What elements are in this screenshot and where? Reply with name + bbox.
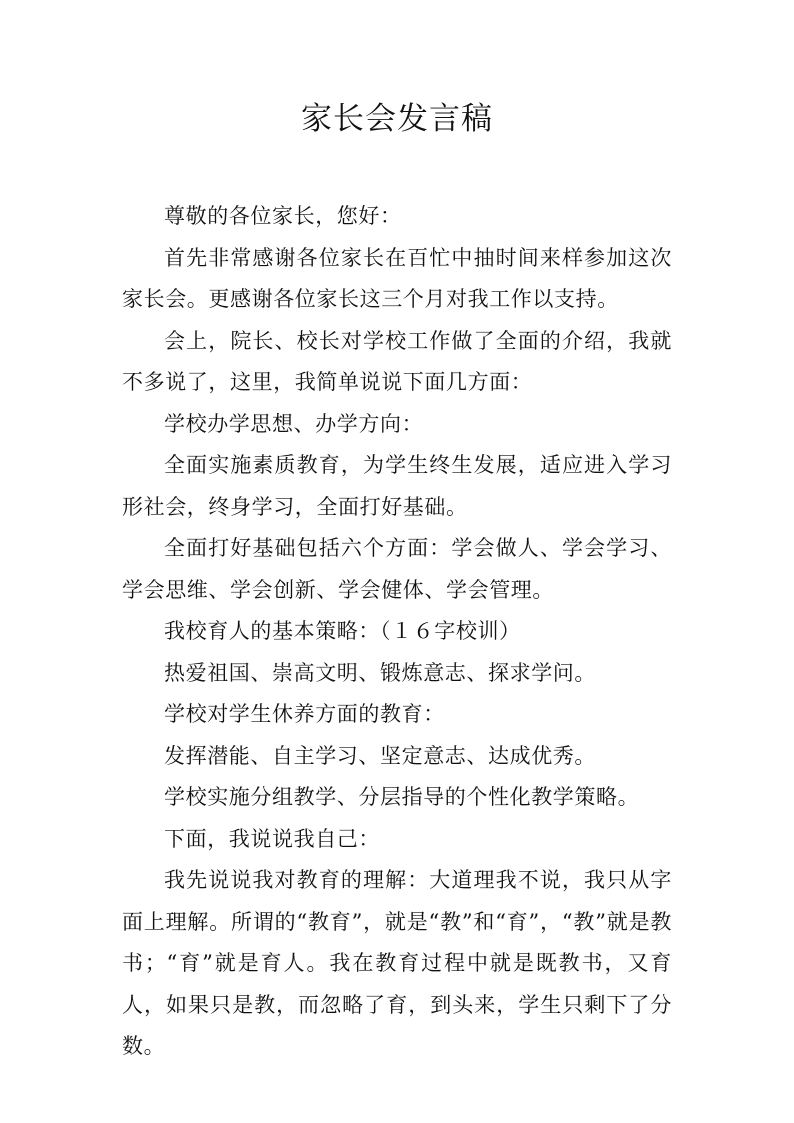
document-title: 家长会发言稿 bbox=[301, 101, 493, 137]
paragraph-cultivation-goals: 发挥潜能、自主学习、坚定意志、达成优秀。 bbox=[164, 743, 596, 768]
paragraph-teaching-strategy: 学校实施分组教学、分层指导的个性化教学策略。 bbox=[164, 785, 640, 809]
paragraph-quality-education: 全面实施素质教育，为学生终生发展，适应进入学习形社会，终身学习，全面打好基础。 bbox=[122, 453, 672, 519]
paragraph-intro: 会上，院长、校长对学校工作做了全面的介绍，我就不多说了，这里，我简单说说下面几方面： bbox=[122, 328, 672, 394]
paragraph-thanks: 首先非常感谢各位家长在百忙中抽时间来样参加这次家长会。更感谢各位家长这三个月对我工作以支持。 bbox=[122, 245, 672, 311]
paragraph-about-me: 下面，我说说我自己： bbox=[164, 826, 380, 851]
document-body bbox=[122, 196, 672, 1068]
paragraph-school-philosophy-heading: 学校办学思想、办学方向： bbox=[164, 411, 424, 436]
paragraph-school-motto: 热爱祖国、崇高文明、锻炼意志、探求学问。 bbox=[164, 660, 596, 685]
paragraph-six-aspects: 全面打好基础包括六个方面：学会做人、学会学习、学会思维、学会创新、学会健体、学会管理。 bbox=[122, 536, 672, 602]
paragraph-greeting: 尊敬的各位家长，您好： bbox=[164, 204, 402, 228]
paragraph-cultivation-heading: 学校对学生休养方面的教育： bbox=[164, 702, 445, 726]
paragraph-strategy-heading: 我校育人的基本策略：（１６字校训） bbox=[164, 619, 521, 643]
paragraph-education-understanding: 我先说说我对教育的理解：大道理我不说，我只从字面上理解。所谓的“教育”，就是“教”和“育”，“教”就是教书；“育”就是育人。我在教育过程中就是既教书，又育人，如果只是教，而忽略了育，到头来，学生只剩下了分数。 bbox=[122, 868, 672, 1058]
